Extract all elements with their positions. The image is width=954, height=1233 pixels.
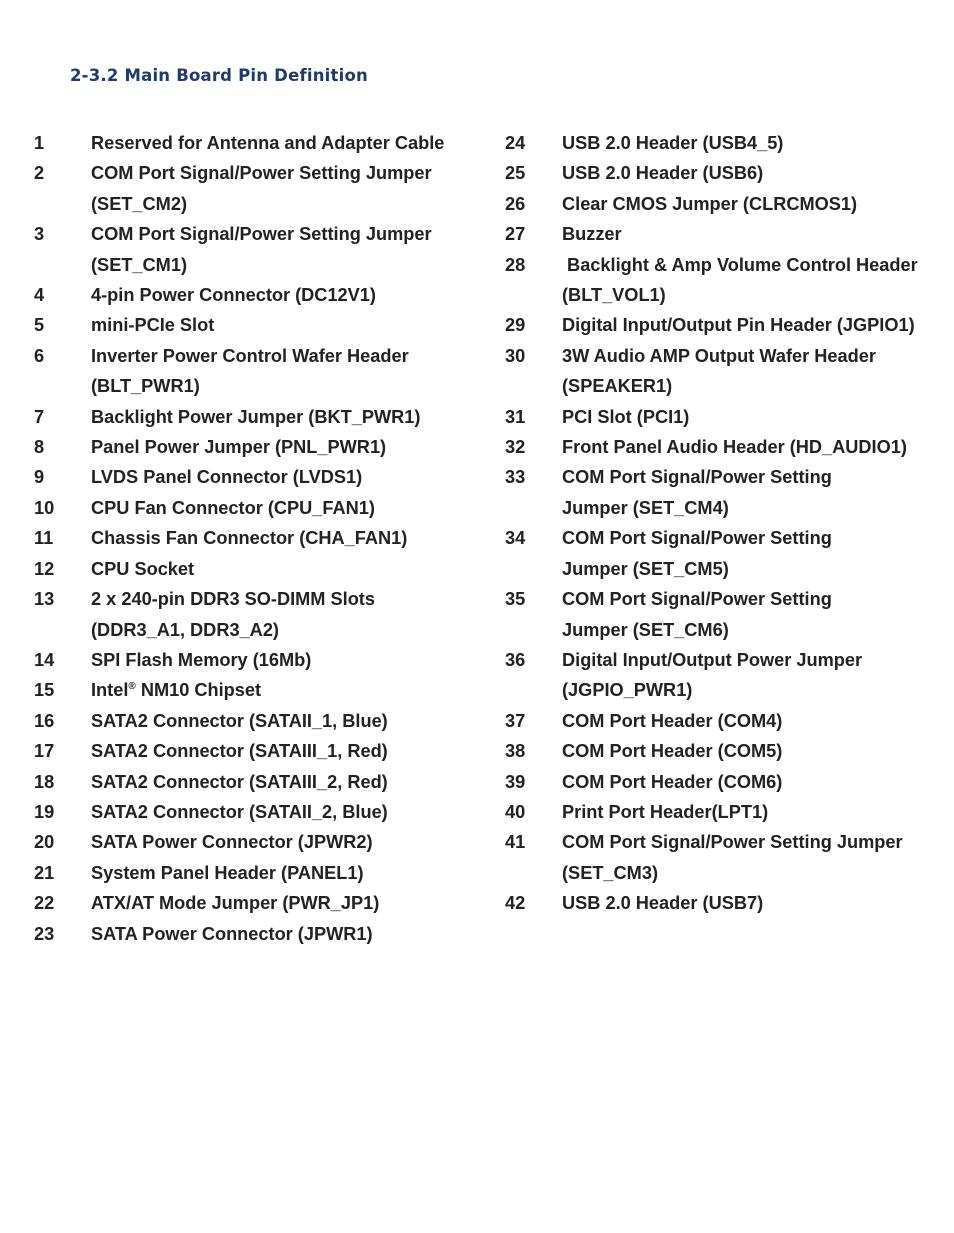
pin-number: 36 (505, 649, 526, 670)
pin-definition-row (505, 219, 945, 249)
pin-description (562, 219, 945, 249)
pin-description-text: Reserved for Antenna and Adapter Cable (91, 133, 445, 153)
pin-number: 21 (34, 862, 55, 883)
pin-definition-row (505, 432, 945, 462)
pin-description (562, 767, 945, 797)
pin-description (562, 706, 945, 736)
pin-definition-row (34, 919, 484, 949)
pin-description-text: COM Port Header (COM5) (562, 741, 783, 762)
pin-description-line (91, 402, 484, 432)
pin-description-line (562, 341, 945, 371)
pin-number: 7 (34, 406, 45, 427)
pin-description-line (91, 827, 484, 857)
pin-number: 23 (34, 923, 55, 944)
pin-definition-row (34, 645, 484, 675)
pin-description (562, 736, 945, 766)
pin-number: 13 (34, 589, 55, 610)
pin-definition-row (505, 797, 945, 827)
pin-definition-row (34, 797, 484, 827)
pin-description-line (91, 280, 484, 310)
pin-description-text: COM Port Signal/Power Setting (562, 589, 832, 610)
pin-description-text: SATA2 Connector (SATAII_2, Blue) (91, 801, 388, 822)
pin-description (91, 493, 484, 523)
pin-description (91, 341, 484, 402)
pin-number: 27 (505, 224, 526, 245)
pin-number: 15 (34, 680, 55, 701)
pin-description-line (562, 615, 945, 645)
pin-description-text: COM Port Header (COM4) (562, 710, 783, 731)
pin-description (91, 280, 484, 310)
pin-description-text: Jumper (SET_CM4) (562, 497, 729, 518)
pin-description-text: SATA2 Connector (SATAIII_2, Red) (91, 771, 388, 792)
pin-definition-row (505, 128, 945, 158)
section-title: 2-3.2 Main Board Pin Definition (70, 66, 368, 85)
pin-description-line (91, 493, 484, 523)
pin-description-text: 2 x 240-pin DDR3 SO-DIMM Slots (91, 589, 375, 610)
pin-number: 33 (505, 467, 526, 488)
pin-definition-row (34, 341, 484, 402)
pin-description (91, 432, 484, 462)
pin-description-line (562, 158, 945, 188)
pin-definition-row (505, 523, 945, 584)
pin-number: 35 (505, 589, 526, 610)
pin-description-line (562, 675, 945, 705)
pin-description-text: (SET_CM3) (562, 862, 658, 883)
pin-description-line (562, 128, 945, 158)
pin-description-line (562, 523, 945, 553)
pin-number: 25 (505, 163, 526, 184)
pin-description-line (562, 371, 945, 401)
pin-number: 8 (34, 437, 45, 458)
pin-description-line (562, 280, 945, 310)
pin-definition-row (505, 402, 945, 432)
pin-description-text: (BLT_VOL1) (562, 285, 666, 306)
pin-description (91, 645, 484, 675)
pin-description-line (562, 250, 945, 280)
pin-description-text: Jumper (SET_CM5) (562, 558, 729, 579)
pin-description (91, 128, 484, 158)
pin-description-text: SATA Power Connector (JPWR2) (91, 832, 373, 853)
pin-number: 37 (505, 710, 526, 731)
pin-definition-row (34, 402, 484, 432)
pin-number: 20 (34, 832, 55, 853)
pin-definition-row (505, 888, 945, 918)
pin-description-line (562, 554, 945, 584)
pin-description-text: COM Port Signal/Power Setting Jumper (91, 224, 432, 245)
pin-number: 38 (505, 741, 526, 762)
pin-description-text: COM Port Signal/Power Setting (562, 467, 832, 488)
pin-description-text: CPU Socket (91, 558, 195, 579)
pin-description-text: Backlight & Amp Volume Control Header (562, 254, 918, 275)
pin-description-line (91, 310, 484, 340)
pin-description (562, 310, 945, 340)
pin-number: 1 (34, 133, 45, 153)
pin-description-text: SPI Flash Memory (16Mb) (91, 649, 312, 670)
pin-description (562, 341, 945, 402)
pin-description-text: USB 2.0 Header (USB7) (562, 893, 764, 914)
pin-number: 18 (34, 771, 55, 792)
pin-description-line (562, 189, 945, 219)
pin-description-prefix: Intel (91, 680, 129, 701)
pin-description-line (91, 523, 484, 553)
pin-description (562, 158, 945, 188)
pin-description-line (562, 310, 945, 340)
pin-description-line (91, 158, 484, 188)
pin-description (562, 189, 945, 219)
pin-description-line (91, 128, 484, 158)
pin-description (562, 888, 945, 918)
pin-description-text: USB 2.0 Header (USB4_5) (562, 133, 784, 153)
pin-description (91, 919, 484, 949)
pin-definition-row (34, 858, 484, 888)
pin-number: 2 (34, 163, 45, 184)
pin-description-line (562, 827, 945, 857)
pin-description (562, 523, 945, 584)
pin-number: 19 (34, 801, 55, 822)
pin-number: 10 (34, 497, 55, 518)
pin-description-line (562, 645, 945, 675)
pin-number: 16 (34, 710, 55, 731)
pin-description-text: USB 2.0 Header (USB6) (562, 163, 764, 184)
pin-number: 28 (505, 254, 526, 275)
pin-description-text: COM Port Header (COM6) (562, 771, 783, 792)
pin-description (562, 128, 945, 158)
pin-description-text: 4-pin Power Connector (DC12V1) (91, 285, 376, 306)
pin-number: 34 (505, 528, 526, 549)
pin-number: 41 (505, 832, 526, 853)
pin-description-line (562, 767, 945, 797)
pin-description (91, 827, 484, 857)
pin-description-text: LVDS Panel Connector (LVDS1) (91, 467, 363, 488)
pin-description-line (91, 888, 484, 918)
pin-description-line (562, 462, 945, 492)
pin-number: 6 (34, 345, 45, 366)
pin-definition-row (34, 462, 484, 492)
pin-definition-row (505, 250, 945, 311)
pin-description (91, 584, 484, 645)
pin-description-text: (SET_CM1) (91, 254, 187, 275)
pin-description-text: 3W Audio AMP Output Wafer Header (562, 345, 876, 366)
pin-description-text: (JGPIO_PWR1) (562, 680, 693, 701)
pin-description (562, 827, 945, 888)
pin-definition-row (34, 158, 484, 219)
pin-description-line (91, 341, 484, 371)
pin-number: 32 (505, 437, 526, 458)
pin-description-line (562, 888, 945, 918)
pin-description (91, 706, 484, 736)
pin-description-text: SATA Power Connector (JPWR1) (91, 923, 373, 944)
pin-description-line (91, 189, 484, 219)
pin-number: 31 (505, 406, 526, 427)
pin-definition-row (34, 432, 484, 462)
pin-description-line (91, 706, 484, 736)
pin-definition-row (505, 706, 945, 736)
pin-definition-row (34, 219, 484, 280)
pin-description-line (562, 432, 945, 462)
pin-description-text: Panel Power Jumper (PNL_PWR1) (91, 437, 387, 458)
pin-description-text: (SPEAKER1) (562, 376, 673, 397)
pin-description-text: Inverter Power Control Wafer Header (91, 345, 409, 366)
pin-description-line (91, 584, 484, 614)
pin-description-line (562, 858, 945, 888)
pin-description-text: COM Port Signal/Power Setting Jumper (91, 163, 432, 184)
pin-definition-row (34, 493, 484, 523)
pin-definition-row (34, 888, 484, 918)
pin-description-text: Front Panel Audio Header (HD_AUDIO1) (562, 437, 907, 458)
pin-definition-row (34, 310, 484, 340)
pin-number: 22 (34, 893, 55, 914)
pin-definition-row (34, 767, 484, 797)
pin-definition-row (34, 554, 484, 584)
pin-description-text: (BLT_PWR1) (91, 376, 200, 397)
pin-definition-row (505, 767, 945, 797)
pin-description-line (91, 858, 484, 888)
pin-number: 17 (34, 741, 55, 762)
pin-number: 3 (34, 224, 45, 245)
pin-definition-row (34, 128, 484, 158)
pin-description-text: Buzzer (562, 224, 622, 245)
pin-description-text: (SET_CM2) (91, 193, 187, 214)
pin-description-text: Chassis Fan Connector (CHA_FAN1) (91, 528, 408, 549)
pin-description-text: ATX/AT Mode Jumper (PWR_JP1) (91, 893, 380, 914)
registered-mark: ® (128, 681, 136, 693)
pin-description-text: Digital Input/Output Pin Header (JGPIO1) (562, 315, 915, 336)
pin-description-line (91, 675, 484, 705)
pin-number: 9 (34, 467, 45, 488)
pin-description (91, 219, 484, 280)
pin-description (91, 462, 484, 492)
pin-description-line (562, 584, 945, 614)
pin-description-text: Jumper (SET_CM6) (562, 619, 729, 640)
pin-description-text: mini-PCIe Slot (91, 315, 215, 336)
pin-definition-row (505, 827, 945, 888)
pin-description (91, 736, 484, 766)
pin-description (91, 767, 484, 797)
pin-description-line (91, 554, 484, 584)
pin-description-text: Print Port Header(LPT1) (562, 801, 769, 822)
pin-number: 24 (505, 133, 526, 153)
pin-description (562, 250, 945, 311)
pin-definition-row (505, 645, 945, 706)
pin-description (91, 554, 484, 584)
pin-description (562, 645, 945, 706)
pin-number: 26 (505, 193, 526, 214)
pin-description-line (562, 219, 945, 249)
pin-description-line (91, 797, 484, 827)
pin-description-text: SATA2 Connector (SATAIII_1, Red) (91, 741, 388, 762)
pin-definition-row (34, 280, 484, 310)
pin-number: 12 (34, 558, 55, 579)
pin-description-text: SATA2 Connector (SATAII_1, Blue) (91, 710, 388, 731)
pin-definition-row (34, 523, 484, 553)
pin-description-line (91, 767, 484, 797)
pin-definition-row (505, 310, 945, 340)
pin-description (91, 310, 484, 340)
pin-description-line (91, 219, 484, 249)
pin-definition-row (505, 736, 945, 766)
pin-description (562, 432, 945, 462)
pin-number: 11 (34, 528, 54, 549)
pin-description-text: NM10 Chipset (135, 680, 262, 701)
pin-description-line (91, 371, 484, 401)
pin-number: 42 (505, 893, 526, 914)
pin-description (91, 158, 484, 219)
pin-description-line (91, 645, 484, 675)
pin-description-text: (DDR3_A1, DDR3_A2) (91, 619, 279, 640)
pin-description-line (91, 736, 484, 766)
pin-number: 4 (34, 285, 45, 306)
pin-description-line (562, 402, 945, 432)
pin-description (562, 402, 945, 432)
pin-description (91, 797, 484, 827)
pin-definition-row (34, 736, 484, 766)
pin-description (562, 584, 945, 645)
pin-description-text: COM Port Signal/Power Setting Jumper (562, 832, 903, 853)
pin-description-line (91, 250, 484, 280)
pin-definition-row (505, 341, 945, 402)
pin-number: 5 (34, 315, 45, 336)
pin-definition-row (34, 827, 484, 857)
pin-description-text: Clear CMOS Jumper (CLRCMOS1) (562, 193, 858, 214)
pin-definition-row (505, 189, 945, 219)
pin-description (562, 797, 945, 827)
pin-definition-row (505, 158, 945, 188)
pin-definition-row (34, 584, 484, 645)
pin-description-text: COM Port Signal/Power Setting (562, 528, 832, 549)
pin-description-line (91, 919, 484, 949)
pin-description (562, 462, 945, 523)
pin-description-text: PCI Slot (PCI1) (562, 406, 690, 427)
pin-description-line (562, 736, 945, 766)
pin-list-right-column (505, 128, 945, 919)
pin-description-text: System Panel Header (PANEL1) (91, 862, 364, 883)
pin-description-text: Backlight Power Jumper (BKT_PWR1) (91, 406, 421, 427)
pin-number: 30 (505, 345, 526, 366)
pin-definition-row (34, 675, 484, 705)
pin-description-text: Digital Input/Output Power Jumper (562, 649, 863, 670)
pin-description-line (562, 493, 945, 523)
pin-description-line (91, 615, 484, 645)
pin-description (91, 888, 484, 918)
pin-description-line (562, 706, 945, 736)
pin-description-line (562, 797, 945, 827)
pin-description (91, 402, 484, 432)
pin-number: 40 (505, 801, 526, 822)
pin-number: 14 (34, 649, 55, 670)
pin-description (91, 523, 484, 553)
pin-number: 29 (505, 315, 526, 336)
pin-list-left-column (34, 128, 484, 949)
pin-definition-row (505, 584, 945, 645)
pin-definition-row (505, 462, 945, 523)
pin-description-text: CPU Fan Connector (CPU_FAN1) (91, 497, 375, 518)
pin-description (91, 858, 484, 888)
pin-number: 39 (505, 771, 526, 792)
pin-description-line (91, 462, 484, 492)
pin-description (91, 675, 484, 705)
pin-description-line (91, 432, 484, 462)
pin-definition-row (34, 706, 484, 736)
